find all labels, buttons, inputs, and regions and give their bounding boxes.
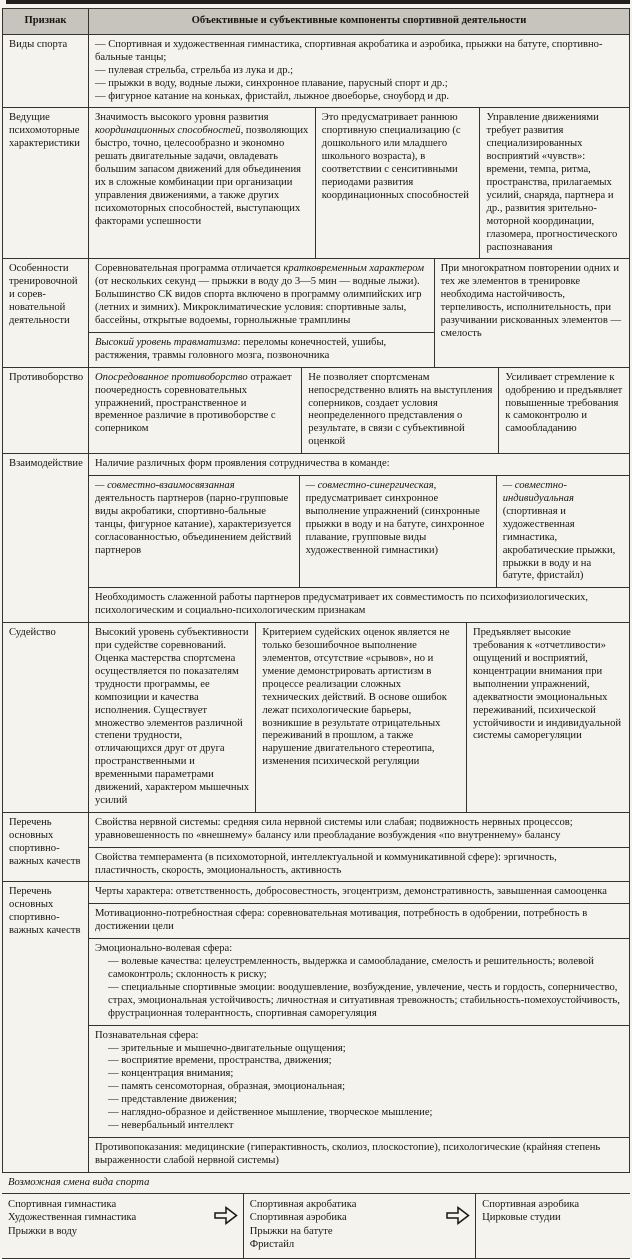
list-item: Фристайл — [249, 1239, 295, 1251]
interaction-content — [89, 454, 629, 622]
right-arrow-icon — [446, 1206, 470, 1225]
list-item: — зрительные и мышечно-двигательные ощущения; — [108, 1042, 346, 1054]
cell-temperament: Свойства темперамента (в психомоторной, интеллектуальной и коммуникативной сфере): эргичность, пластичность, скорость, эмоциональность, активность — [89, 847, 629, 882]
list-item: — память сенсомоторная, образная, эмоциональная; — [108, 1081, 346, 1093]
list-item: — невербальный интеллект — [108, 1119, 234, 1131]
list-item: — фигурное катание на коньках, фристайл, лыжное двоеборье, сноуборд и др. — [95, 90, 450, 102]
list-item: Художественная гимнастика — [8, 1212, 137, 1224]
row-sports-types — [3, 34, 629, 108]
list-item: Спортивная аэробика — [249, 1212, 347, 1224]
list-item: — волевые качества: целеустремленность, выдержка и самообладание, смелость и решительность; волевой самоконтроль; склонность к риску; — [108, 956, 594, 980]
row-interaction — [3, 453, 629, 622]
list-item: Цирковые студии — [482, 1212, 561, 1224]
group-3-sports — [482, 1198, 628, 1225]
list-item: Спортивная аэробика — [482, 1198, 580, 1210]
row-judging — [3, 622, 629, 812]
sport-components-table — [2, 8, 630, 1173]
cell-motivation: Мотивационно-потребностная сфера: соревновательная мотивация, потребность в одобрении, потребность в достижении цели — [89, 903, 629, 938]
cell-judging-subjectivity: Высокий уровень субъективности при судействе соревнований. Оценка мастерства спортсмена осуществляется по показателям трудности программы, ее композиции и качества исполнения. Существует множество элементов различной степени трудности, отличающихся друг от друга пространственными и временными параметрами движений, характером мышечных усилий — [89, 623, 256, 812]
qualities-1-content — [89, 813, 629, 882]
cell-partner-compatibility: Необходимость слаженной работы партнеров предусматривает их совместимость по психофизиологических, психологическим и социально-психологическим признакам — [89, 587, 629, 622]
cell-nervous-system: Свойства нервной системы: средняя сила нервной системы или слабая; подвижность нервных процессов; уравновешенность по «внешнему» балансу или преобладание возбуждения «по внутреннему» балансу — [95, 816, 573, 841]
cell-cognitive-sphere — [89, 1025, 629, 1137]
sport-change-groups — [2, 1194, 630, 1259]
cell-injury-level: Высокий уровень травматизма: переломы конечностей, ушибы, растяжения, травмы головного мозга, позвоночника — [89, 332, 434, 367]
cell-judging-demands: Предъявляет высокие требования к «отчетливости» ощущений и восприятий, концентрации внимания при выполнении упражнений, адекватности эмоциональных переживаний, психической устойчивости и индивидуальной системы саморегуляции — [472, 627, 622, 742]
list-item: — пулевая стрельба, стрельба из лука и др.; — [95, 64, 294, 76]
cell-judging-criteria: Критерием судейских оценок является не только безошибочное выполнение элементов, отсутствие «срывов», но и умение демонстрировать артистизм в процессе реализации сложных технических действий. В основе ошибок лежат психологические барьеры, возникшие в результате отрицательных переживаний в прошлом, а также нарушение двигательного стереотипа, изменения психической регуляции — [256, 623, 467, 812]
group-1-sports — [8, 1198, 212, 1239]
cell-self-control: Усиливает стремление к одобрению и предъявляет повышенные требования к самоконтролю и самообладанию — [505, 371, 623, 435]
list-item: Прыжки в воду — [8, 1225, 78, 1237]
emotional-title: Эмоционально-волевая сфера: — [95, 943, 233, 955]
cell-no-direct-influence: Не позволяет спортсменам непосредственно влиять на выступления соперников, создает условия неопределенного представления о результате, в связи с субъективной оценкой — [302, 368, 499, 453]
scan-top-edge — [6, 0, 630, 4]
row-label-interaction: Взаимодействие — [3, 454, 89, 622]
sport-change-group-3 — [476, 1194, 630, 1258]
confrontation-columns — [89, 368, 629, 453]
judging-columns — [89, 623, 629, 812]
row-label-psychomotor: Ведущие психомоторные характеристики — [3, 108, 89, 258]
header-cell-feature: Признак — [3, 9, 89, 34]
row-psychomotor — [3, 107, 629, 258]
list-item: — восприятие времени, пространства, движения; — [108, 1055, 332, 1067]
right-arrow-icon — [214, 1206, 238, 1225]
interaction-columns — [89, 475, 629, 587]
list-item: — концентрация внимания; — [108, 1068, 234, 1080]
row-label-sports-types: Виды спорта — [3, 35, 89, 108]
row-label-qualities-2: Перечень основных спортивно-важных качеств — [3, 882, 89, 1171]
interaction-intro: Наличие различных форм проявления сотрудничества в команде: — [95, 458, 390, 470]
sport-change-title: Возможная смена вида спорта — [2, 1173, 630, 1194]
row-label-judging: Судейство — [3, 623, 89, 812]
row-label-training-features: Особенности тренировочной и соревновательной деятельности — [3, 259, 89, 366]
header-cell-components: Объективные и субъективные компоненты спортивной деятельности — [191, 15, 527, 26]
row-label-confrontation: Противоборство — [3, 368, 89, 453]
cell-character-traits: Черты характера: ответственность, добросовестность, эгоцентризм, демонстративность, завышенная самооценка — [95, 886, 607, 898]
table-header-row — [3, 9, 629, 34]
training-columns — [89, 259, 629, 366]
cell-early-specialization: Это предусматривает раннюю спортивную специализацию (с дошкольного или младшего школьного возраста), в соответствии с сенситивными периодами развития координационных способностей — [316, 108, 481, 258]
row-qualities-1 — [3, 812, 629, 882]
cell-repetition-persistence: При многократном повторении одних и тех же элементов в тренировке необходима настойчивость, терпеливость, исполнительность, при разучивании рискованных элементов — смелость — [440, 263, 622, 339]
sport-change-section — [2, 1173, 630, 1259]
list-item: — наглядно-образное и действенное мышление, творческое мышление; — [108, 1107, 433, 1119]
list-item: Спортивная гимнастика — [8, 1198, 117, 1210]
training-left-stack — [89, 259, 435, 366]
list-item: — прыжки в воду, водные лыжи, синхронное плавание, парусный спорт и др.; — [95, 77, 448, 89]
qualities-2-content — [89, 882, 629, 1171]
cognitive-title: Познавательная сфера: — [95, 1029, 199, 1041]
cell-joint-synergetic: — совместно-синергическая, предусматривает синхронное выполнение упражнений (синхронные прыжки в воду и на батуте, синхронное плавание, групповые виды художественной гимнастики) — [300, 476, 497, 587]
cell-joint-individual: — совместно-индивидуальная (спортивная и художественная гимнастика, акробатические прыжки, прыжки в воду и на батуте, фристайл) — [502, 480, 616, 582]
row-confrontation — [3, 367, 629, 453]
list-item: Прыжки на батуте — [249, 1225, 333, 1237]
list-item: — Спортивная и художественная гимнастика, спортивная акробатика и аэробика, прыжки на батуте, спортивно-бальные танцы; — [95, 38, 603, 63]
cell-coordination-significance: Значимость высокого уровня развития координационных способностей, позволяющих быстро, точно, целесообразно и экономно решать двигательные задачи, овладевать большим запасом движений для объединения их в сложные комбинации при организации управления движениями, а также других психомоторных способностей, выступающих факторами успешности — [89, 108, 316, 258]
row-label-qualities-1: Перечень основных спортивно-важных качеств — [3, 813, 89, 882]
cell-competition-program: Соревновательная программа отличается кратковременным характером (от нескольких секунд — прыжки в воду до 3—5 мин — водные лыжи). Большинство СК видов спорта включено в программу олимпийских игр (летних и зимних). Микроклиматические условия: спортивные залы, бассейны, открытые водоемы, горнолыжные трамплины — [95, 263, 424, 327]
list-item: — специальные спортивные эмоции: воодушевление, возбуждение, увлечение, честь и гордость, соперничество, страх, эмоциональная устойчивость; личностная и ситуативная тревожность; стабильность-помехоустойчивость, фрустрационная толерантность, спортивная саморегуляция — [108, 981, 620, 1019]
list-item: — представление движения; — [108, 1094, 237, 1106]
row-training-features — [3, 258, 629, 366]
cell-mediated-confrontation: Опосредованное противоборство отражает поочередность соревновательных упражнений, пространственное и временное различие в противоборстве с соперником — [89, 368, 302, 453]
cell-contraindications: Противопоказания: медицинские (гиперактивность, сколиоз, плоскостопие), психологические (крайняя степень выраженности слабой нервной системы) — [89, 1137, 629, 1172]
group-2-sports — [250, 1198, 444, 1252]
sports-types-list — [89, 35, 629, 108]
cell-joint-interconnected: — совместно-взаимосвязанная деятельность партнеров (парно-групповые виды акробатики, спортивно-бальные танцы, фигурное катание), характеризуется согласованностью, объединением действий партнеров — [89, 476, 300, 587]
psychomotor-columns — [89, 108, 629, 258]
row-qualities-2 — [3, 881, 629, 1171]
cell-movement-control: Управление движениями требует развития специализированных восприятий «чувств»: времени, темпа, ритма, пространства, прилагаемых усилий, снаряда, партнера и др., развития зрительно-моторной координации, глазомера, прогностического распознавания — [486, 112, 618, 253]
cell-emotional-volitional — [89, 938, 629, 1024]
list-item: Спортивная акробатика — [249, 1198, 357, 1210]
sport-change-group-2 — [244, 1194, 476, 1258]
sport-change-group-1 — [2, 1194, 244, 1258]
